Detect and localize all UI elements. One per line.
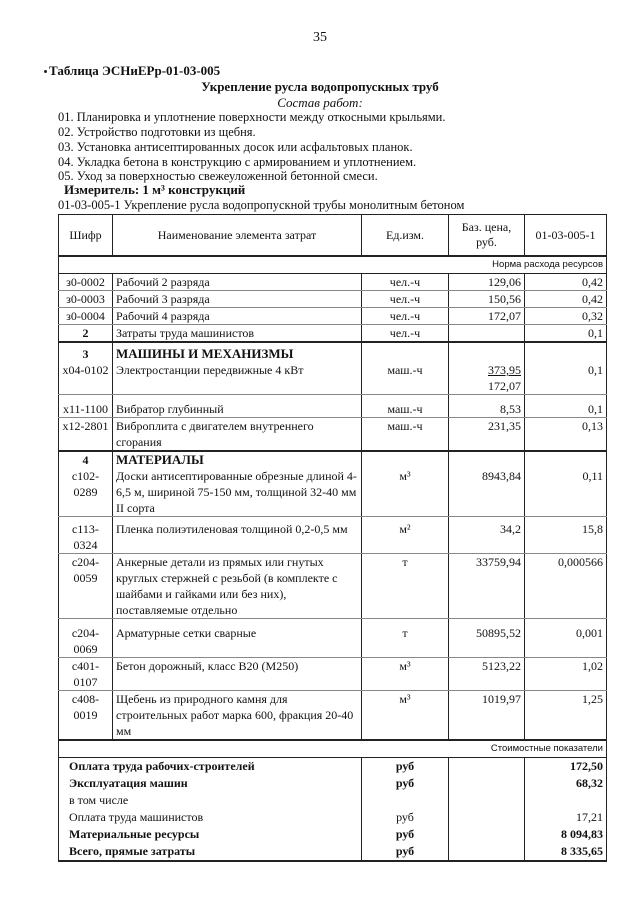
total-value: 68,32 [525, 775, 607, 792]
table-row [59, 418, 607, 452]
table-row [59, 274, 607, 291]
total-unit: руб [362, 758, 449, 776]
total-unit: руб [362, 809, 449, 826]
row-unit: т [362, 554, 449, 619]
row-code: з0-0002 [59, 274, 113, 291]
total-value: 8 094,83 [525, 826, 607, 843]
row-code: с204-0059 [59, 554, 113, 619]
row-code: х12-2801 [59, 418, 113, 452]
section-number: 4 [59, 451, 113, 468]
table-row [59, 554, 607, 619]
header-price: Баз. цена, руб. [449, 215, 525, 257]
total-unit: руб [362, 826, 449, 843]
total-value [525, 792, 607, 809]
row-unit: маш.-ч [362, 362, 449, 395]
table-row [59, 658, 607, 691]
row-code: с102-0289 [59, 468, 113, 517]
table-row [59, 619, 607, 658]
row-name: Рабочий 3 разряда [113, 291, 362, 308]
table-row [59, 517, 607, 554]
cost-label-row [59, 740, 607, 758]
total-unit: руб [362, 843, 449, 861]
total-row [59, 826, 607, 843]
section-heading: МАТЕРИАЛЫ [113, 451, 362, 468]
row-unit: м³ [362, 468, 449, 517]
row-norm: 0,13 [525, 418, 607, 452]
row-price: 129,06 [449, 274, 525, 291]
row-price [449, 362, 525, 395]
row-code: х11-1100 [59, 395, 113, 418]
row-code: с408-0019 [59, 691, 113, 741]
row-norm: 0,42 [525, 274, 607, 291]
row-norm: 0,32 [525, 308, 607, 325]
row-name: Бетон дорожный, класс В20 (М250) [113, 658, 362, 691]
total-value: 8 335,65 [525, 843, 607, 861]
resource-table [58, 214, 607, 862]
row-norm: 0,000566 [525, 554, 607, 619]
section-heading: МАШИНЫ И МЕХАНИЗМЫ [113, 342, 362, 362]
norm-code-line: 01-03-005-1 Укрепление русла водопропускной трубы монолитным бетоном [58, 198, 465, 212]
row-code: з0-0003 [59, 291, 113, 308]
row-unit: чел.-ч [362, 291, 449, 308]
total-label: Оплата труда рабочих-строителей [59, 758, 362, 776]
row-name: Щебень из природного камня для строительных работ марка 600, фракция 20-40 мм [113, 691, 362, 741]
row-norm: 0,42 [525, 291, 607, 308]
work-item: 01. Планировка и уплотнение поверхности между откосными крыльями. [58, 110, 446, 124]
section-subtitle: Состав работ: [277, 95, 363, 110]
row-price: 5123,22 [449, 658, 525, 691]
work-item: 05. Уход за поверхностью свежеуложенной бетонной смеси. [58, 169, 378, 183]
row-price: 8943,84 [449, 468, 525, 517]
row-name: Анкерные детали из прямых или гнутых круглых стержней с резьбой (в комплекте с шайбами и гайками или без них), поставляемые отдельно [113, 554, 362, 619]
row-name: Вибратор глубинный [113, 395, 362, 418]
row-norm: 0,1 [525, 395, 607, 418]
total-row [59, 792, 607, 809]
row-price: 172,07 [449, 308, 525, 325]
total-label: Всего, прямые затраты [59, 843, 362, 861]
total-value: 17,21 [525, 809, 607, 826]
table-row [59, 468, 607, 517]
total-row [59, 758, 607, 776]
page-number: 35 [313, 30, 327, 45]
row-name: Рабочий 4 разряда [113, 308, 362, 325]
section-title: Укрепление русла водопропускных труб [201, 79, 439, 94]
section-row-materials [59, 451, 607, 468]
table-header-row [59, 215, 607, 257]
row-price: 34,2 [449, 517, 525, 554]
row-norm: 0,1 [525, 325, 607, 343]
total-unit: руб [362, 775, 449, 792]
row-unit: маш.-ч [362, 418, 449, 452]
row-name: Электростанции передвижные 4 кВт [113, 362, 362, 395]
row-norm: 0,11 [525, 468, 607, 517]
header-unit: Ед.изм. [362, 215, 449, 257]
section-row-machines [59, 342, 607, 362]
work-item: 02. Устройство подготовки из щебня. [58, 125, 256, 139]
row-name: Затраты труда машинистов [113, 325, 362, 343]
row-unit: м³ [362, 658, 449, 691]
row-name: Виброплита с двигателем внутреннего сгорания [113, 418, 362, 452]
row-name: Пленка полиэтиленовая толщиной 0,2-0,5 мм [113, 517, 362, 554]
total-label: в том числе [59, 792, 362, 809]
row-unit: м³ [362, 691, 449, 741]
row-name: Арматурные сетки сварные [113, 619, 362, 658]
table-row [59, 691, 607, 741]
table-row [59, 308, 607, 325]
bullet-mark [44, 70, 47, 73]
work-item: 04. Укладка бетона в конструкцию с армированием и уплотнением. [58, 155, 417, 169]
row-norm: 1,02 [525, 658, 607, 691]
row-name: Доски антисептированные обрезные длиной 4-6,5 м, шириной 75-150 мм, толщиной 32-40 мм II сорта [113, 468, 362, 517]
norm-label: Норма расхода ресурсов [59, 256, 607, 274]
row-code: с113-0324 [59, 517, 113, 554]
measure-unit: Измеритель: 1 м³ конструкций [64, 182, 246, 197]
row-price [449, 325, 525, 343]
work-item: 03. Установка антисептированных досок или асфальтовых планок. [58, 140, 413, 154]
row-unit: чел.-ч [362, 325, 449, 343]
row-code: 2 [59, 325, 113, 343]
row-norm: 0,001 [525, 619, 607, 658]
row-price-main: 373,95 [488, 363, 521, 377]
table-row [59, 362, 607, 395]
total-label: Материальные ресурсы [59, 826, 362, 843]
row-norm: 15,8 [525, 517, 607, 554]
total-row [59, 809, 607, 826]
norm-label-row [59, 256, 607, 274]
row-code: с401-0107 [59, 658, 113, 691]
row-price: 150,56 [449, 291, 525, 308]
total-label: Эксплуатация машин [59, 775, 362, 792]
table-row [59, 395, 607, 418]
row-unit: т [362, 619, 449, 658]
total-row [59, 775, 607, 792]
row-price: 231,35 [449, 418, 525, 452]
total-value: 172,50 [525, 758, 607, 776]
row-price: 50895,52 [449, 619, 525, 658]
total-unit [362, 792, 449, 809]
row-norm: 0,1 [525, 362, 607, 395]
row-price: 33759,94 [449, 554, 525, 619]
row-unit: маш.-ч [362, 395, 449, 418]
row-price: 8,53 [449, 395, 525, 418]
section-number: 3 [59, 342, 113, 362]
row-code: с204-0069 [59, 619, 113, 658]
header-name: Наименование элемента затрат [113, 215, 362, 257]
row-unit: чел.-ч [362, 308, 449, 325]
row-price: 1019,97 [449, 691, 525, 741]
total-label: Оплата труда машинистов [59, 809, 362, 826]
row-unit: чел.-ч [362, 274, 449, 291]
row-price-sub: 172,07 [488, 379, 521, 393]
header-code: Шифр [59, 215, 113, 257]
row-unit: м² [362, 517, 449, 554]
table-row [59, 325, 607, 343]
row-norm: 1,25 [525, 691, 607, 741]
total-row [59, 843, 607, 861]
row-name: Рабочий 2 разряда [113, 274, 362, 291]
header-norm: 01-03-005-1 [525, 215, 607, 257]
table-title: Таблица ЭСНиЕРр-01-03-005 [49, 63, 221, 78]
row-code: х04-0102 [59, 362, 113, 395]
cost-label: Стоимостные показатели [59, 740, 607, 758]
row-code: з0-0004 [59, 308, 113, 325]
table-row [59, 291, 607, 308]
